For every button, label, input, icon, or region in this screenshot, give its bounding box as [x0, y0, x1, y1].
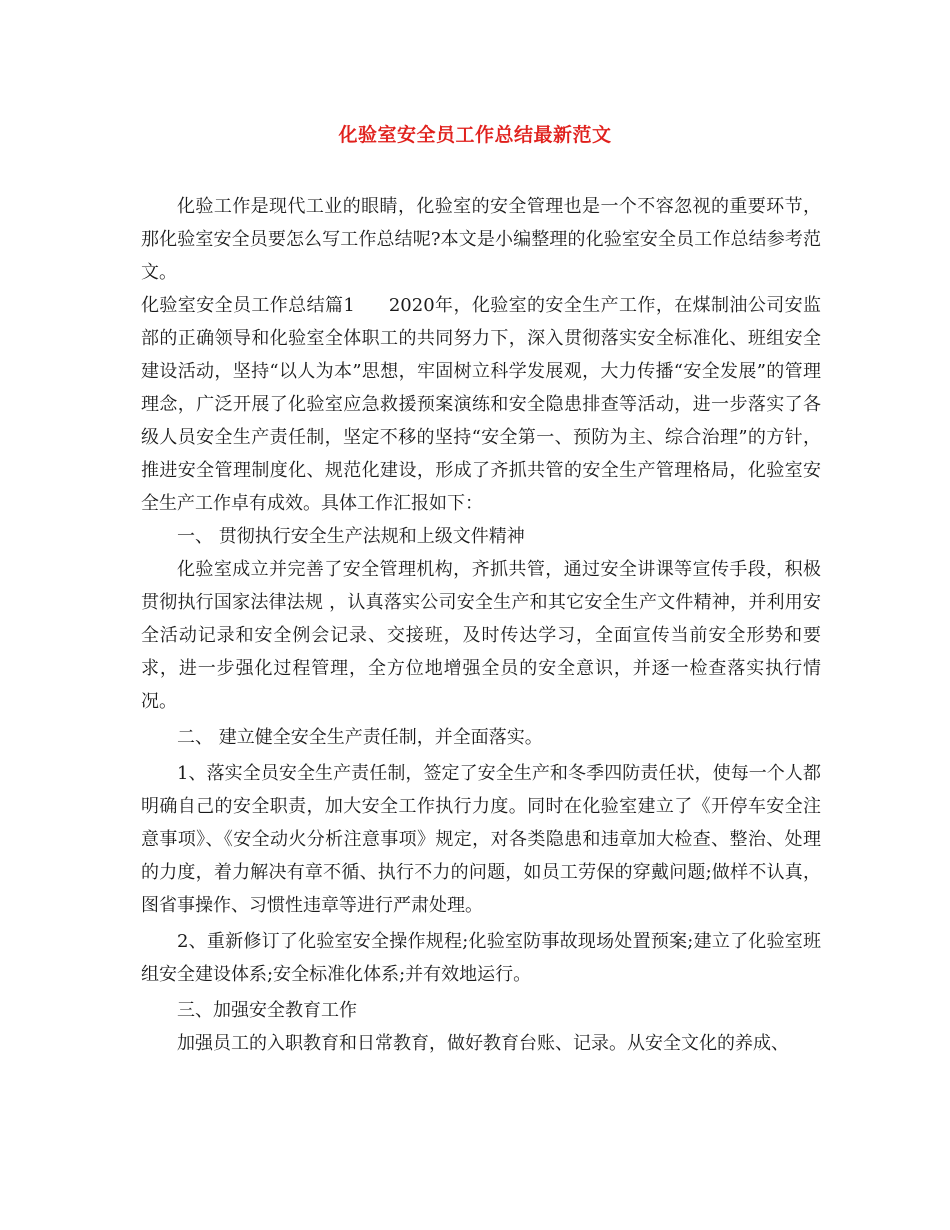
- heading-3: 三、加强安全教育工作: [177, 1000, 357, 1021]
- heading-1: 一、 贯彻执行安全生产法规和上级文件精神: [177, 526, 525, 547]
- intro-paragraph: 化验工作是现代工业的眼睛，化验室的安全管理也是一个不容忽视的重要环节，那化验室安全员要怎么写工作总结呢?本文是小编整理的化验室安全员工作总结参考范文。: [141, 196, 821, 283]
- paragraph-3: 加强员工的入职教育和日常教育，做好教育台账、记录。从安全文化的养成、: [177, 1033, 789, 1054]
- document-title: 化验室安全员工作总结最新范文: [338, 124, 612, 146]
- section-label: 化验室安全员工作总结篇1: [141, 295, 355, 316]
- section-paragraph: [141, 289, 821, 520]
- heading-2: 二、 建立健全安全生产责任制，并全面落实。: [177, 727, 543, 748]
- paragraph-2a: 1、落实全员安全生产责任制，签定了安全生产和冬季四防责任状，使每一个人都明确自己的安全职责，加大安全工作执行力度。同时在化验室建立了《开停车安全注意事项》、《安全动火分析注意事项》规定，对各类隐患和违章加大检查、整治、处理的力度，着力解决有章不循、执行不力的问题，如员工劳保的穿戴问题;做样不认真，图省事操作、习惯性违章等进行严肃处理。: [141, 763, 821, 916]
- lead-paragraph: 2020年，化验室的安全生产工作，在煤制油公司安监部的正确领导和化验室全体职工的共同努力下，深入贯彻落实安全标准化、班组安全建设活动，坚持“以人为本”思想，牢固树立科学发展观，大力传播“安全发展”的管理理念，广泛开展了化验室应急救援预案演练和安全隐患排查等活动，进一步落实了各级人员安全生产责任制，坚定不移的坚持“安全第一、预防为主、综合治理”的方针，推进安全管理制度化、规范化建设，形成了齐抓共管的安全生产管理格局，化验室安全生产工作卓有成效。具体工作汇报如下：: [141, 295, 822, 514]
- paragraph-2b: 2、重新修订了化验室安全操作规程;化验室防事故现场处置预案;建立了化验室班组安全建设体系;安全标准化体系;并有效地运行。: [141, 931, 821, 985]
- document-body: [141, 190, 821, 1060]
- paragraph-1: 化验室成立并完善了安全管理机构，齐抓共管，通过安全讲课等宣传手段，积极贯彻执行国家法律法规 ，认真落实公司安全生产和其它安全生产文件精神，并利用安全活动记录和安全例会记录、交接班，及时传达学习，全面宣传当前安全形势和要求，进一步强化过程管理，全方位地增强全员的安全意识，并逐一检查落实执行情况。: [141, 559, 821, 712]
